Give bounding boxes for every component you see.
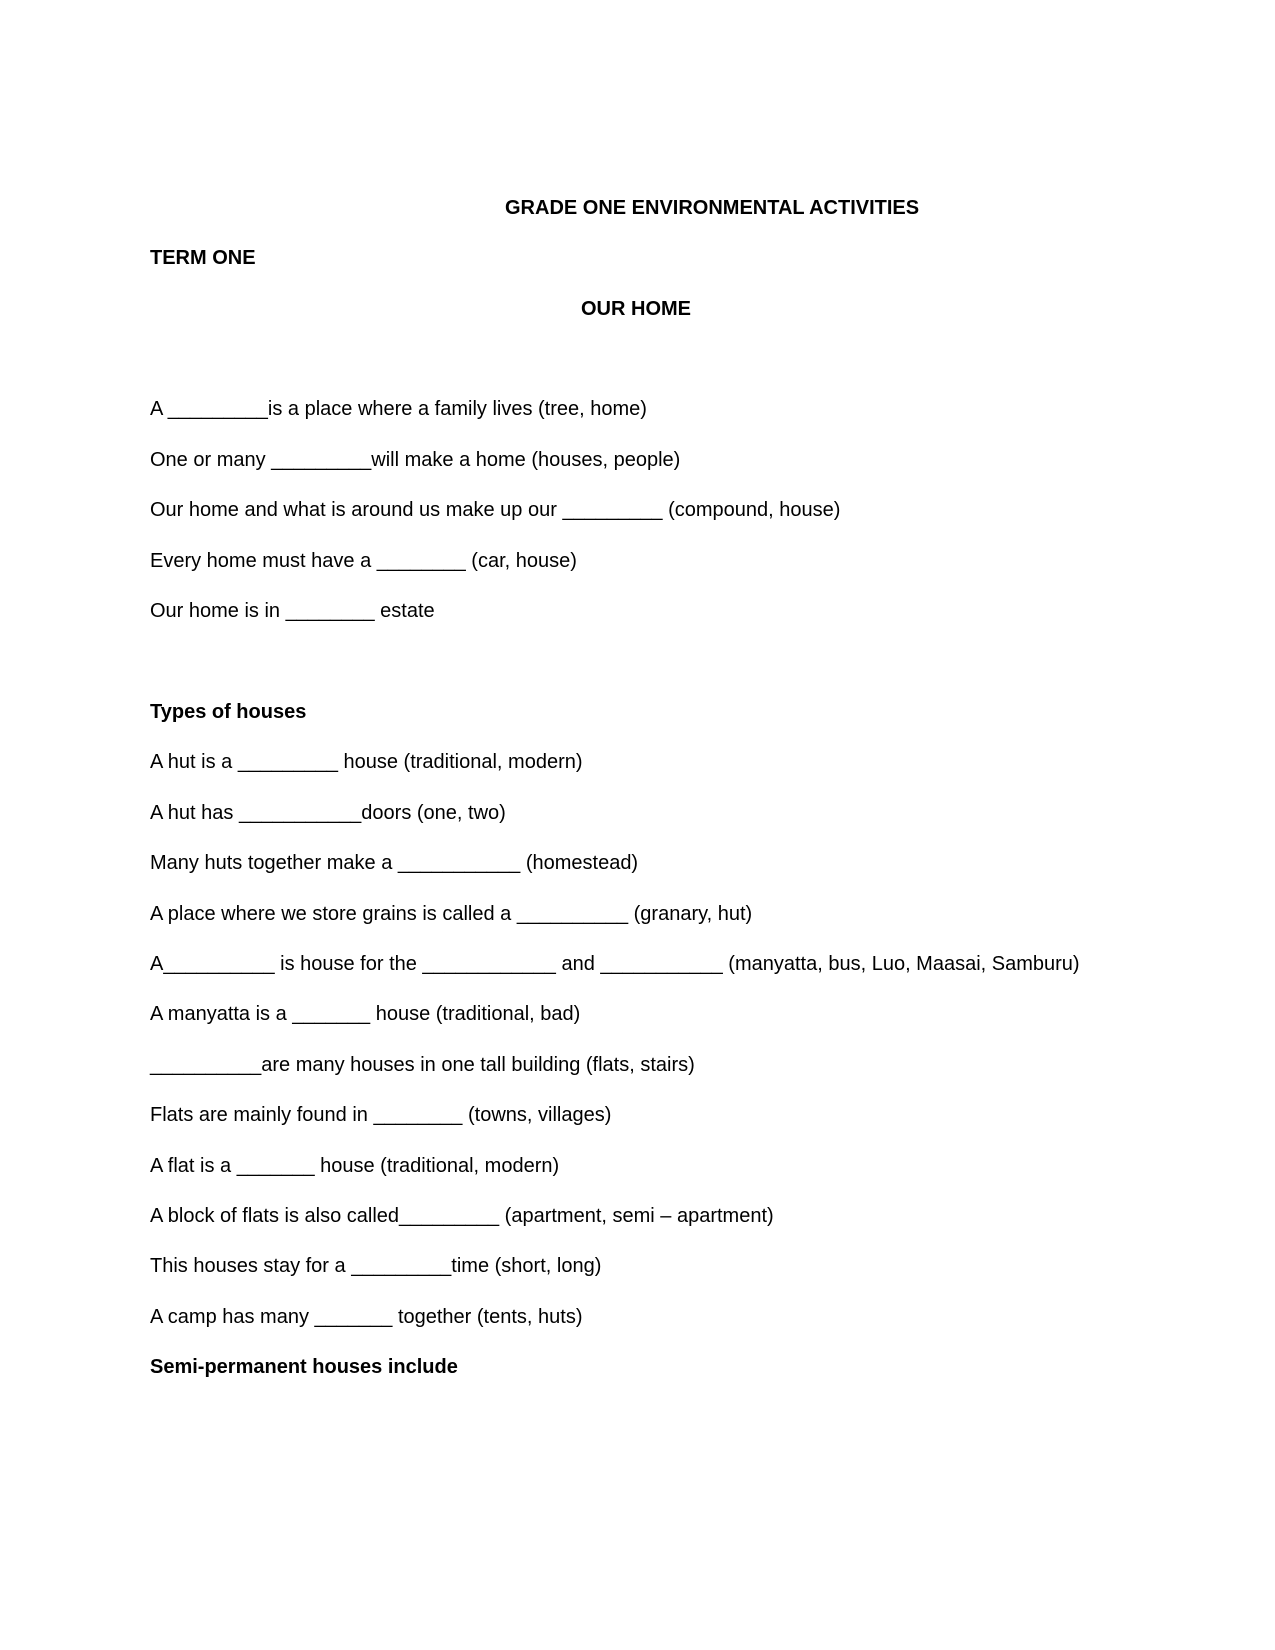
- fill-in-question: Our home and what is around us make up our _________ (compound, house): [150, 499, 841, 521]
- fill-in-question: A__________ is house for the ____________ and ___________ (manyatta, bus, Luo, Maasai, Samburu): [150, 953, 1080, 975]
- topic-heading: OUR HOME: [581, 298, 691, 320]
- fill-in-question: This houses stay for a _________time (short, long): [150, 1255, 602, 1277]
- fill-in-question: A block of flats is also called_________ (apartment, semi – apartment): [150, 1205, 774, 1227]
- fill-in-question: A camp has many _______ together (tents, huts): [150, 1306, 583, 1328]
- fill-in-question: A _________is a place where a family lives (tree, home): [150, 398, 647, 420]
- fill-in-question: A manyatta is a _______ house (traditional, bad): [150, 1003, 581, 1025]
- fill-in-question: A hut is a _________ house (traditional, modern): [150, 751, 583, 773]
- fill-in-question: A place where we store grains is called a __________ (granary, hut): [150, 903, 753, 925]
- section-heading-semi-permanent: Semi-permanent houses include: [150, 1356, 458, 1378]
- fill-in-question: A hut has ___________doors (one, two): [150, 802, 506, 824]
- fill-in-question: Many huts together make a ___________ (homestead): [150, 852, 639, 874]
- fill-in-question: One or many _________will make a home (houses, people): [150, 449, 681, 471]
- fill-in-question: Flats are mainly found in ________ (towns, villages): [150, 1104, 612, 1126]
- fill-in-question: Every home must have a ________ (car, house): [150, 550, 577, 572]
- term-label: TERM ONE: [150, 247, 256, 269]
- section-heading-types-of-houses: Types of houses: [150, 701, 307, 723]
- fill-in-question: Our home is in ________ estate: [150, 600, 435, 622]
- fill-in-question: __________are many houses in one tall building (flats, stairs): [150, 1054, 695, 1076]
- document-title: GRADE ONE ENVIRONMENTAL ACTIVITIES: [505, 197, 920, 219]
- fill-in-question: A flat is a _______ house (traditional, modern): [150, 1155, 560, 1177]
